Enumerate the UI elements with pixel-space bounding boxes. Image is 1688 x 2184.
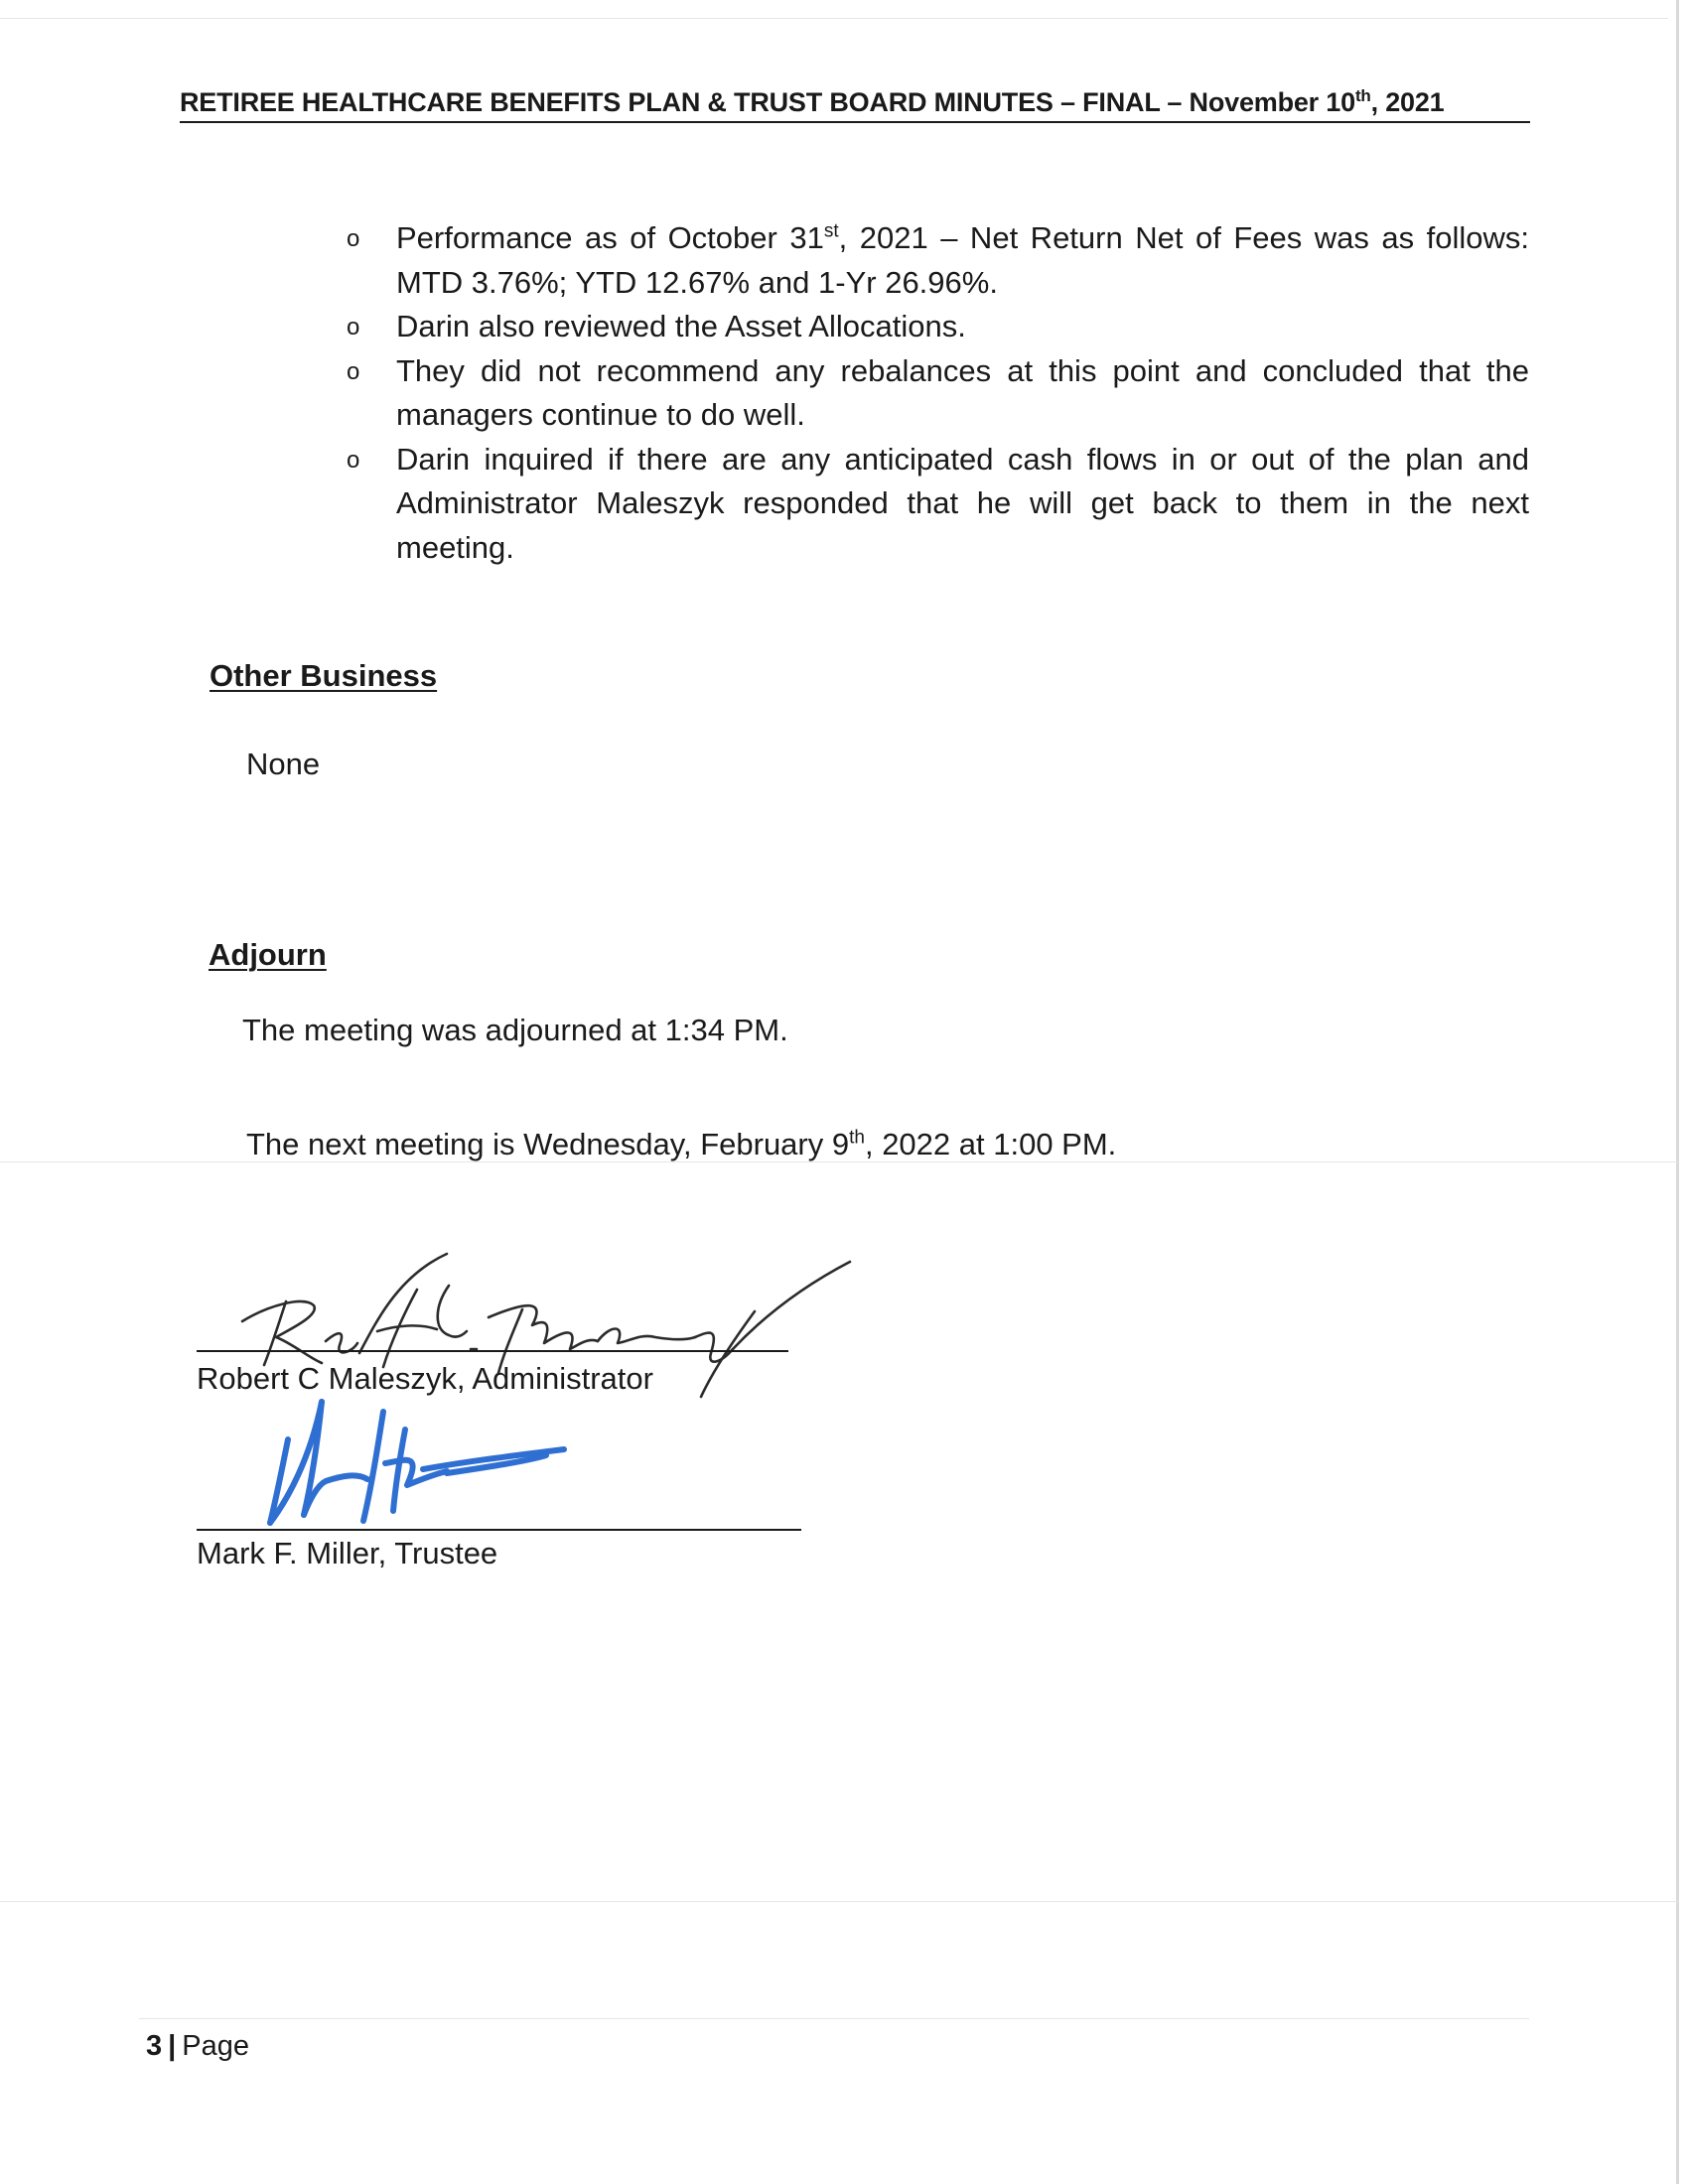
list-item — [343, 216, 1529, 305]
next-meeting-text — [246, 1126, 1116, 1163]
bullet-marker: o — [347, 225, 360, 252]
bullet-text-sup: st — [823, 220, 839, 242]
header-title-sup: th — [1354, 86, 1371, 105]
list-item — [343, 349, 1529, 438]
page-separator: | — [168, 2030, 177, 2062]
scan-artifact-line — [139, 2018, 1529, 2019]
list-item — [343, 438, 1529, 571]
bullet-marker: o — [347, 357, 360, 385]
trustee-signature — [248, 1390, 586, 1539]
bullet-text-part: Performance as of October 31 — [396, 220, 824, 255]
header-title-prefix: RETIREE HEALTHCARE BENEFITS PLAN & TRUST BOARD MINUTES – FINAL – November 10 — [180, 87, 1355, 117]
bullet-text: They did not recommend any rebalances at this point and concluded that the managers continue to do well. — [396, 352, 1529, 432]
bullet-text-part: , 2021 – Net Return Net of Fees was as follows: MTD 3.76%; YTD 12.67% and 1-Yr 26.96%. — [396, 220, 1529, 300]
bullet-text: Darin inquired if there are any anticipated cash flows in or out of the plan and Administrator Maleszyk responded that he will get back to them in the next meeting. — [396, 441, 1529, 565]
other-business-text: None — [246, 747, 321, 781]
adjourned-text: The meeting was adjourned at 1:34 PM. — [242, 1013, 788, 1047]
bullet-text: Darin also reviewed the Asset Allocations. — [396, 309, 966, 343]
page-header — [180, 85, 1530, 123]
performance-bullet-list — [343, 216, 1529, 570]
list-item — [343, 305, 1529, 349]
page-footer — [146, 2028, 249, 2064]
next-meeting-sup: th — [849, 1127, 865, 1149]
bullet-text — [396, 220, 1529, 300]
next-meeting-part: The next meeting is Wednesday, February 9 — [246, 1127, 850, 1161]
next-meeting-part: , 2022 at 1:00 PM. — [864, 1127, 1117, 1161]
page-number: 3 — [146, 2030, 163, 2062]
scan-artifact-line — [0, 1901, 1678, 1902]
trustee-signature-caption: Mark F. Miller, Trustee — [197, 1536, 498, 1570]
page-label: Page — [182, 2030, 249, 2062]
scan-artifact-line — [0, 18, 1668, 19]
bullet-marker: o — [347, 446, 360, 474]
adjourn-heading: Adjourn — [209, 937, 327, 972]
header-title-suffix: , 2021 — [1370, 87, 1445, 117]
scan-edge — [1676, 0, 1679, 2184]
bullet-marker: o — [347, 314, 360, 341]
other-business-heading: Other Business — [210, 658, 438, 693]
signature-line — [197, 1350, 788, 1352]
administrator-signature-caption: Robert C Maleszyk, Administrator — [197, 1361, 653, 1396]
signature-line — [197, 1529, 801, 1531]
